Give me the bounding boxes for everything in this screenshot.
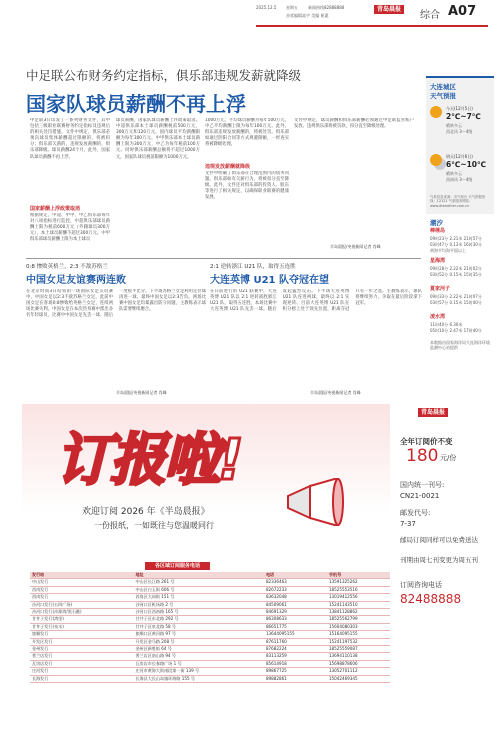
phone-cell: 85614918 (264, 660, 327, 667)
phone-cell: 84691329 (264, 609, 327, 616)
tide-place-3: 夏家河子 (430, 286, 451, 292)
lead-body-2: 根据规定，中超、中甲、中乙俱乐部每年对八项指标进行监控，中超俱乐部球员薪酬上限为税前600万元（外籍球员300万元），本土球员薪酬不超过300万元。中甲俱乐部球员薪酬上限为本土球员 (30, 213, 110, 243)
address-cell: 普兰店区南山路 94 号 (133, 653, 264, 660)
lead-body-col-4 (294, 118, 414, 240)
paper-logo: 青岛晨报 (374, 5, 404, 14)
weather-title2: 天气预报 (430, 92, 456, 100)
ad-slogan: 一份报纸，一如既往与您温暖同行 (94, 521, 214, 530)
lead-subhead-2: 违规发放薪酬就降级 (205, 164, 251, 170)
issue-weekday: 星期五 (286, 5, 298, 10)
page-number: A07 (448, 4, 477, 19)
table-row (30, 653, 390, 660)
phone-cell: 83632048 (264, 594, 327, 601)
tomorrow-temp: 6℃~10℃ (446, 160, 487, 169)
address-cell: 沙河口区西南路 165 号 (133, 609, 264, 616)
mobile-cell: 13841128862 (327, 609, 390, 616)
address-cell: 长海县大长山岛镇环海路 155 号 (133, 675, 264, 682)
price-text: 全年订阅价不变 (400, 437, 453, 446)
mobile-cell: 15698878606 (327, 660, 390, 667)
table-row (30, 675, 390, 682)
lead-body-col-3b (205, 171, 289, 253)
cloud-sun-icon (430, 154, 442, 166)
lead-body-4: 1000万元，平均球员薪酬为每年500万元，中乙平均薪酬上限为每年100万元。此外，俱乐部违规发放薪酬的，将被处罚。俱乐部如通过阴阳合同等方式规避限额，一经查实将被降级处理。 (205, 118, 289, 148)
table-row (30, 646, 390, 653)
mobile-cell: 15604080303 (327, 623, 390, 630)
address-cell: 旅顺口区黄河路 97 号 (133, 631, 264, 638)
tide-note: 本数据由国家海洋局大连海洋环境监测中心站提供 (430, 340, 490, 351)
megaphone-icon (284, 478, 346, 526)
price-unit: 元/份 (440, 454, 457, 462)
table-row (30, 609, 390, 616)
tide-box (426, 218, 494, 396)
tomorrow-wind: 西南风 3～4级 (446, 177, 473, 182)
table-row (30, 579, 390, 586)
phone-cell: 87611760 (264, 638, 327, 645)
tide-p1-low: 03时47分 0.13米 16时30分 (430, 242, 482, 247)
table-row (30, 631, 390, 638)
col-mobile: 手机号 (327, 572, 390, 579)
lead-body-col-1b (30, 213, 110, 253)
lead-body-1: 中足联3日印发了一系列财务文件，其中包括三级职业联赛财务约定指标及违规后的相关处罚措施。文件中规定，俱乐部必须向球员集体薪酬超过限额的，将被扣分；俱乐部欠薪的，违规发放薪酬的，俱乐部降级。球员薪酬24个月，此外，国家队球员薪酬不再上浮。 (30, 118, 110, 160)
tide-p3-low: 03时57分 0.15米 15时40分 (430, 300, 482, 305)
weather-box (426, 76, 494, 214)
frequency-note: 刊期由周七刊变更为周五刊 (400, 556, 478, 564)
today-label: 今天(12月5日) (446, 106, 473, 111)
phone-cell: 13644095155 (264, 631, 327, 638)
postal-label: 邮发代号: (400, 509, 431, 517)
table-row (30, 586, 390, 593)
station-cell: 开发区发行 (30, 638, 133, 645)
station-cell: 庄河发行 (30, 668, 133, 675)
lead-header (0, 52, 425, 117)
address-cell: 中山区长江路 261 号 (133, 579, 264, 586)
mobile-cell: 15164095155 (327, 631, 390, 638)
order-table-title: 各区域订阅服务电话 (145, 562, 210, 570)
station-cell: 西岗发行 (30, 594, 133, 601)
station-cell: 普兰店发行 (30, 653, 133, 660)
lead-body-5: 文件中明确了俱乐部在合理范围内的债务问题。俱乐部如有欠薪行为，将被扣分直至降级。此外，文件还对俱乐部的投资人、股东等进行了相关规定，以确保职业联赛的健康发展。 (205, 171, 289, 201)
address-cell: 甘井子区东北路 292 号 (133, 616, 264, 623)
phone-cell: 89867725 (264, 668, 327, 675)
today-desc: 晴转多云 (446, 123, 462, 128)
mobile-cell: 13694110138 (327, 653, 390, 660)
mobile-cell: 15241143510 (327, 601, 390, 608)
tomorrow-desc: 晴转多云 (446, 171, 462, 176)
tide-title: 潮汐 (430, 219, 443, 227)
mobile-cell: 15241197532 (327, 638, 390, 645)
hotline-number: 82488888 (400, 592, 462, 606)
station-cell: 瓦房店发行 (30, 660, 133, 667)
station-cell: 金州发行 (30, 646, 133, 653)
address-cell: 中山区白玉街 606 号 (133, 586, 264, 593)
mobile-cell: 18525553516 (327, 586, 390, 593)
address-cell: 庄河市黄海大街南段第一街 139 号 (133, 668, 264, 675)
masthead (0, 0, 500, 38)
address-cell: 沙河口区机场路 2 号 (133, 601, 264, 608)
story-right-kicker: 2:1 逆转浙江 U21 队，取得五连胜 (210, 264, 296, 270)
phone-cell: 86651775 (264, 623, 327, 630)
lead-kicker: 中足联公布财务约定指标，俱乐部违规发薪就降级 (26, 68, 302, 83)
station-cell: 中山发行 (30, 579, 133, 586)
phone-cell: 82336463 (264, 579, 327, 586)
mobile-cell: 15042469345 (327, 675, 390, 682)
address-cell: 瓦房店市长春路广场 1 号 (133, 660, 264, 667)
station-cell: 西岗发行 (30, 586, 133, 593)
lead-author: 半岛晨报/央视新闻记者 肖峰 (330, 244, 381, 249)
station-cell: 甘井子发行(湾里) (30, 616, 133, 623)
price-value: 180 (406, 446, 439, 466)
station-cell: 甘井子发行(泉水) (30, 623, 133, 630)
mobile-cell: 18525562799 (327, 616, 390, 623)
table-row (30, 668, 390, 675)
address-cell: 西岗区大同街 151 号 (133, 594, 264, 601)
ad-invite: 欢迎订阅 2026 年《半岛晨报》 (82, 507, 210, 517)
mobile-cell: 18525559087 (327, 646, 390, 653)
tide-p2-high: 09时28分 2.22米 21时02分 (430, 266, 482, 271)
col-station: 发行站 (30, 572, 133, 579)
mobile-cell: 13591325262 (327, 579, 390, 586)
hotline-label: 订阅咨询电话 (400, 581, 442, 589)
tide-place-2: 星海湾 (430, 258, 446, 264)
tide-p3-high: 09时33分 2.22米 21时07分 (430, 294, 482, 299)
order-table (30, 572, 390, 683)
lead-body-col-2 (116, 118, 200, 253)
ad-info (400, 408, 496, 728)
lead-subhead: 国家薪酬上浮政策取消 (30, 206, 81, 212)
story-left-author: 半岛晨报/央视新闻记者 肖峰 (116, 390, 167, 395)
address-cell: 金州区新胜街 64 号 (133, 646, 264, 653)
col-phone: 电话 (264, 572, 327, 579)
station-cell: 沙河口发行(沙源湾/黑石礁) (30, 609, 133, 616)
postal-code: 7-37 (400, 520, 416, 528)
phone-cell: 82672233 (264, 586, 327, 593)
table-row (30, 623, 390, 630)
cn-code: CN21-0021 (400, 492, 440, 500)
col-address: 地址 (133, 572, 264, 579)
address-cell: 甘井子区泉北路 58 号 (133, 623, 264, 630)
story-left-headline: 中国女足友谊赛两连败 (26, 275, 126, 286)
table-row (30, 638, 390, 645)
hotline-line: 新闻热线82888888 (308, 5, 345, 10)
station-cell: 长海发行 (30, 675, 133, 682)
table-row (30, 594, 390, 601)
today-wind: 西北风 3～4级 (446, 129, 473, 134)
lead-body-3: 球员薪酬，国家队球员薪酬上浮政策取消。中超俱乐部本土球员薪酬税前500万元，300万元和120万元。国内球员平均薪酬限额为每年300万元。中甲俱乐部本土球员薪酬上限为300万元，中乙为每年税前100万元。同时俱乐部薪酬总额将不超过1000万元，国家队球员税前限额为1000万元。 (116, 118, 200, 160)
phone-cell: 84509061 (264, 601, 327, 608)
tide-p2-low: 03时52分 0.15米 15时35分 (430, 272, 482, 277)
phone-cell: 83113259 (264, 653, 327, 660)
post-note: 邮局订阅同样可以免费送达 (400, 536, 478, 544)
tide-p4-high: 11时40分 6.30米 (430, 322, 463, 327)
order-table-header (30, 572, 390, 579)
address-cell: 开发区金马路 208 号 (133, 638, 264, 645)
issue-date: 2025.12.5 (256, 5, 277, 10)
story-left (26, 262, 206, 402)
story-right-author: 半岛晨报/央视新闻记者 肖峰 (310, 390, 361, 395)
table-row (30, 616, 390, 623)
mobile-cell: 13052701112 (327, 668, 390, 675)
tide-place-1: 棒棰岛 (430, 228, 446, 234)
story-right-headline: 大连英博 U21 队夺冠在望 (210, 275, 329, 286)
subscription-ad (22, 404, 496, 731)
ad-paper-logo: 青岛晨报 (418, 408, 448, 417)
tide-p1-note: 黄海平均海平面以上 (430, 248, 466, 253)
station-cell: 沙河口发行(五四广场) (30, 601, 133, 608)
tomorrow-label: 明天(12月6日) (446, 154, 473, 159)
today-temp: 2℃~7℃ (446, 112, 481, 121)
tide-place-4: 凌水湾 (430, 314, 446, 320)
phone-cell: 89882861 (264, 675, 327, 682)
station-cell: 旅顺发行 (30, 631, 133, 638)
story-right-body: 在日前进行的 U21 联赛中，大连英博 U21 队以 2:1 逆转战胜浙江 U21 队，取得五连胜。本场比赛中大连英博 U21 队先丢一球，随后发起猛烈反击。下半场大连英博 U21 队连进两球，最终以 2:1 实现逆转。目前大连英博 U21 队在积分榜上处于领先位置，距离夺冠只有一步之遥。主教练表示，球队将继续努力，争取在最后阶段拿下冠军。 (210, 289, 422, 313)
story-left-kicker: 0:8 惨败英格兰，2:3 不敌苏格兰 (26, 264, 108, 270)
tide-p1-high: 09时23分 2.21米 21时57分 (430, 236, 482, 241)
table-row (30, 601, 390, 608)
sun-icon (430, 106, 442, 118)
order-table-body (30, 579, 390, 683)
cn-label: 国内统一刊号: (400, 481, 445, 489)
weather-source: 气象信息来源：市气象台 天气预报热线：12121 气象服务网站：www.dlweather.com.cn (430, 195, 486, 208)
lead-body-col-3 (205, 118, 289, 158)
editor-line: 首席编辑高宇 美编 崔惠 (286, 13, 329, 18)
story-left-body: 在北京时间3日结束的一场国际女足友谊赛中，中国女足以2:3不敌苏格兰女足。此前中国女足在客场0:8惨败给英格兰女足，连续两场比赛失利。中国女足在本次热身赛中派出多名年轻球员，比赛中中国女足先丢一球，随后一度扳平比分。下半场苏格兰女足利用定位球再进一球，最终中国女足以2:3告负。两场比赛中国女足均暴露出防守问题，主教练表示球队需要继续磨合。 (26, 289, 206, 319)
story-right (210, 262, 422, 402)
table-row (30, 660, 390, 667)
weather-title: 大连城区 (430, 83, 456, 91)
lead-headline: 国家队球员薪酬不再上浮 (26, 92, 246, 116)
ad-headline: 订报啦! (56, 428, 242, 493)
tide-p4-low: 05时10分 2.47米 17时40分 (430, 328, 482, 333)
phone-cell: 86308633 (264, 616, 327, 623)
order-table-wrap (30, 562, 390, 730)
section-name: 综合 (420, 10, 440, 21)
phone-cell: 87682224 (264, 646, 327, 653)
mobile-cell: 13019412556 (327, 594, 390, 601)
lead-body-6: 文件中规定，球员薪酬和俱乐部薪酬必须通过中足联监管账户发放。违规俱乐部将被罚款、扣分直至降级处理。 (294, 118, 414, 130)
